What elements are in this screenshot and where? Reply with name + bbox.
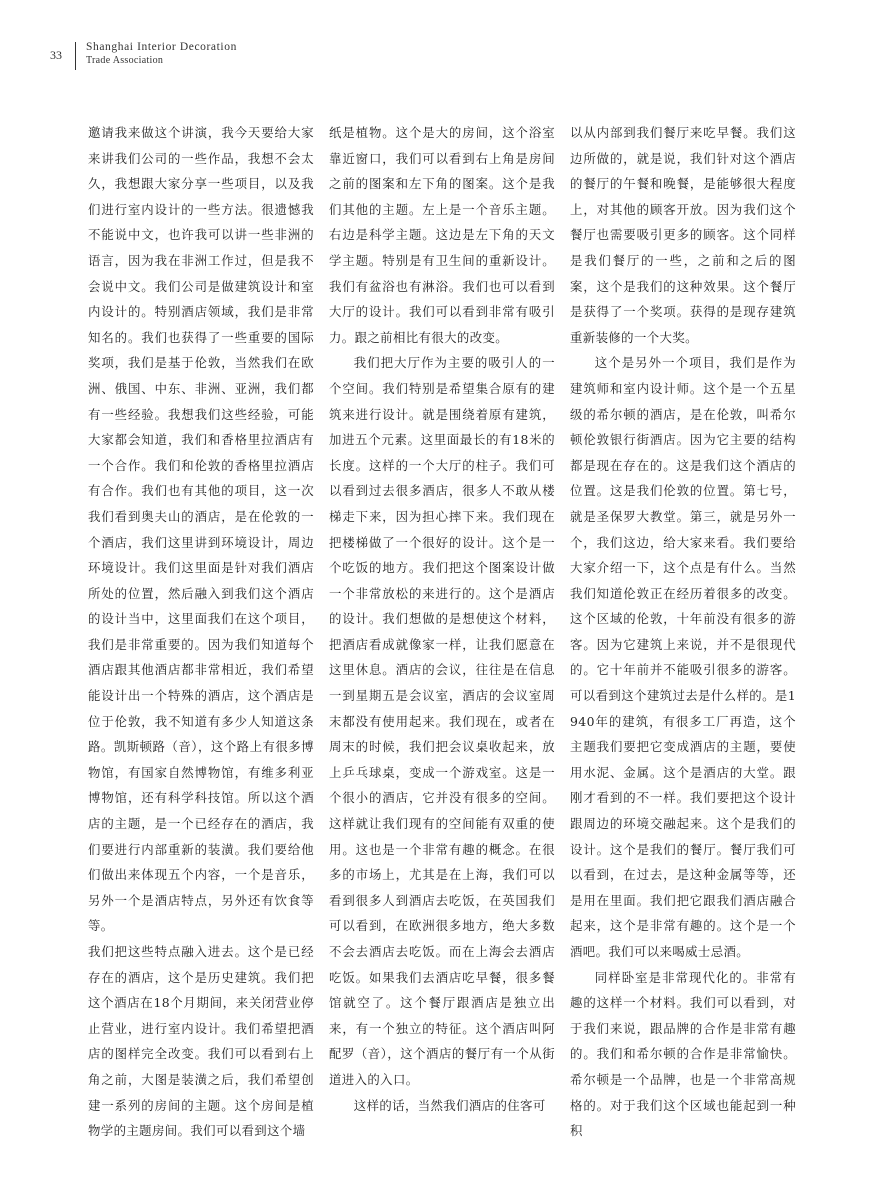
paragraph: 这个是另外一个项目，我们是作为建筑师和室内设计师。这个是一个五星级的希尔顿的酒店，是在伦敦，叫希尔顿伦敦银行街酒店。因为它主要的结构都是现在存在的。这是我们这个酒店的位置。这是我们伦敦的位置。第七号，就是圣保罗大教堂。第三，就是另外一个，我们这边，给大家来看。我们要给大家介绍一下，这个点是有什么。当然我们知道伦敦正在经历着很多的改变。这个区域的伦敦，十年前没有很多的游客。因为它建筑上来说，并不是很现代的。它十年前并不能吸引很多的游客。可以看到这个建筑过去是什么样的。是1940年的建筑，有很多工厂再造，这个主题我们要把它变成酒店的主题，要使用水泥、金属。这个是酒店的大堂。跟刚才看到的不一样。我们要把这个设计跟周边的环境交融起来。这个是我们的设计。这个是我们的餐厅。餐厅我们可以看到，在过去，是这种金属等等，还是用在里面。我们把它跟我们酒店融合起来，这个是非常有趣的。这个是一个酒吧。我们可以来喝威士忌酒。 — [570, 355, 796, 959]
text-column-1 — [88, 120, 314, 1144]
paragraph: 同样卧室是非常现代化的。非常有趣的这样一个材料。我们可以看到，对于我们来说，跟品牌的合作是非常有趣的。我们和希尔顿的合作是非常愉快。希尔顿是一个品牌，也是一个非常高规格的。对于我们这个区域也能起到一种积 — [570, 969, 796, 1139]
association-line-2: Trade Association — [86, 55, 164, 66]
paragraph: 我们把大厅作为主要的吸引人的一个空间。我们特别是希望集合原有的建筑来进行设计。就是围绕着原有建筑，加进五个元素。这里面最长的有18米的长度。这样的一个大厅的柱子。我们可以看到过去很多酒店，很多人不敢从楼梯走下来，因为担心摔下来。我们现在把楼梯做了一个很好的设计。这个是一个吃饭的地方。我们把这个图案设计做一个非常放松的来进行的。这个是酒店的设计。我们想做的是想使这个材料，把酒店看成就像家一样，让我们愿意在这里休息。酒店的会议，往往是在信息一到星期五是会议室，酒店的会议室周末都没有使用起来。我们现在，或者在周末的时候，我们把会议桌收起来，放上乒乓球桌，变成一个游戏室。这是一个很小的酒店，它并没有很多的空间。这样就让我们现有的空间能有双重的使用。这也是一个非常有趣的概念。在很多的市场上，尤其是在上海，我们可以看到很多人到酒店去吃饭，在英国我们可以看到，在欧洲很多地方，绝大多数不会去酒店去吃饭。而在上海会去酒店吃饭。如果我们去酒店吃早餐，很多餐馆就空了。这个餐厅跟酒店是独立出来，有一个独立的特征。这个酒店叫阿配罗（音），这个酒店的餐厅有一个从街道进入的入口。 — [329, 355, 555, 1087]
paragraph: 这样的话，当然我们酒店的住客可 — [353, 1097, 546, 1113]
association-name — [86, 40, 237, 68]
paragraph: 我们把这些特点融入进去。这个是已经存在的酒店，这个是历史建筑。我们把这个酒店在18个月期间，来关闭营业停止营业，进行室内设计。我们希望把酒店的图样完全改变。我们可以看到右上角之前，大图是装潢之后，我们希望创建一系列的房间的主题。这个房间是植物学的主题房间。我们可以看到这个墙 — [88, 944, 314, 1139]
article-body — [88, 120, 796, 1140]
text-column-3 — [570, 120, 796, 1144]
paragraph: 纸是植物。这个是大的房间，这个浴室靠近窗口，我们可以看到右上角是房间之前的图案和左下角的图案。这个是我们其他的主题。左上是一个音乐主题。右边是科学主题。这边是左下角的天文学主题。特别是有卫生间的重新设计。我们有盆浴也有淋浴。我们也可以看到大厅的设计。我们可以看到非常有吸引力。跟之前相比有很大的改变。 — [329, 125, 555, 345]
association-line-1: Shanghai Interior Decoration — [86, 41, 237, 53]
paragraph: 邀请我来做这个讲演，我今天要给大家来讲我们公司的一些作品，我想不会太久，我想跟大家分享一些项目，以及我们进行室内设计的一些方法。很遗憾我不能说中文，也许我可以讲一些非洲的语言，因为我在非洲工作过，但是我不会说中文。我们公司是做建筑设计和室内设计的。特别酒店领域，我们是非常知名的。我们也获得了一些重要的国际奖项，我们是基于伦敦，当然我们在欧洲、俄国、中东、非洲、亚洲，我们都有一些经验。我想我们这些经验，可能大家都会知道，我们和香格里拉酒店有一个合作。我们和伦敦的香格里拉酒店有合作。我们也有其他的项目，这一次我们看到奥夫山的酒店，是在伦敦的一个酒店，我们这里讲到环境设计，周边环境设计。我们这里面是针对我们酒店所处的位置，然后融入到我们这个酒店的设计当中，这里面我们在这个项目，我们是非常重要的。因为我们知道每个酒店跟其他酒店都非常相近，我们希望能设计出一个特殊的酒店，这个酒店是位于伦敦，我不知道有多少人知道这条路。凯斯顿路（音），这个路上有很多博物馆，有国家自然博物馆，有维多利亚博物馆，还有科学科技馆。所以这个酒店的主题，是一个已经存在的酒店，我们要进行内部重新的装潢。我们要给他们做出来体现五个内容，一个是音乐，另外一个是酒店特点，另外还有饮食等等。 — [88, 125, 314, 934]
page-number: 33 — [50, 48, 62, 62]
header-divider — [75, 42, 76, 70]
text-column-2 — [329, 120, 555, 1118]
paragraph: 以从内部到我们餐厅来吃早餐。我们这边所做的，就是说，我们针对这个酒店的餐厅的午餐和晚餐，是能够很大程度上，对其他的顾客开放。因为我们这个餐厅也需要吸引更多的顾客。这个同样是我们餐厅的一些，之前和之后的图案，这个是我们的这种效果。这个餐厅是获得了一个奖项。获得的是现存建筑重新装修的一个大奖。 — [570, 125, 796, 345]
